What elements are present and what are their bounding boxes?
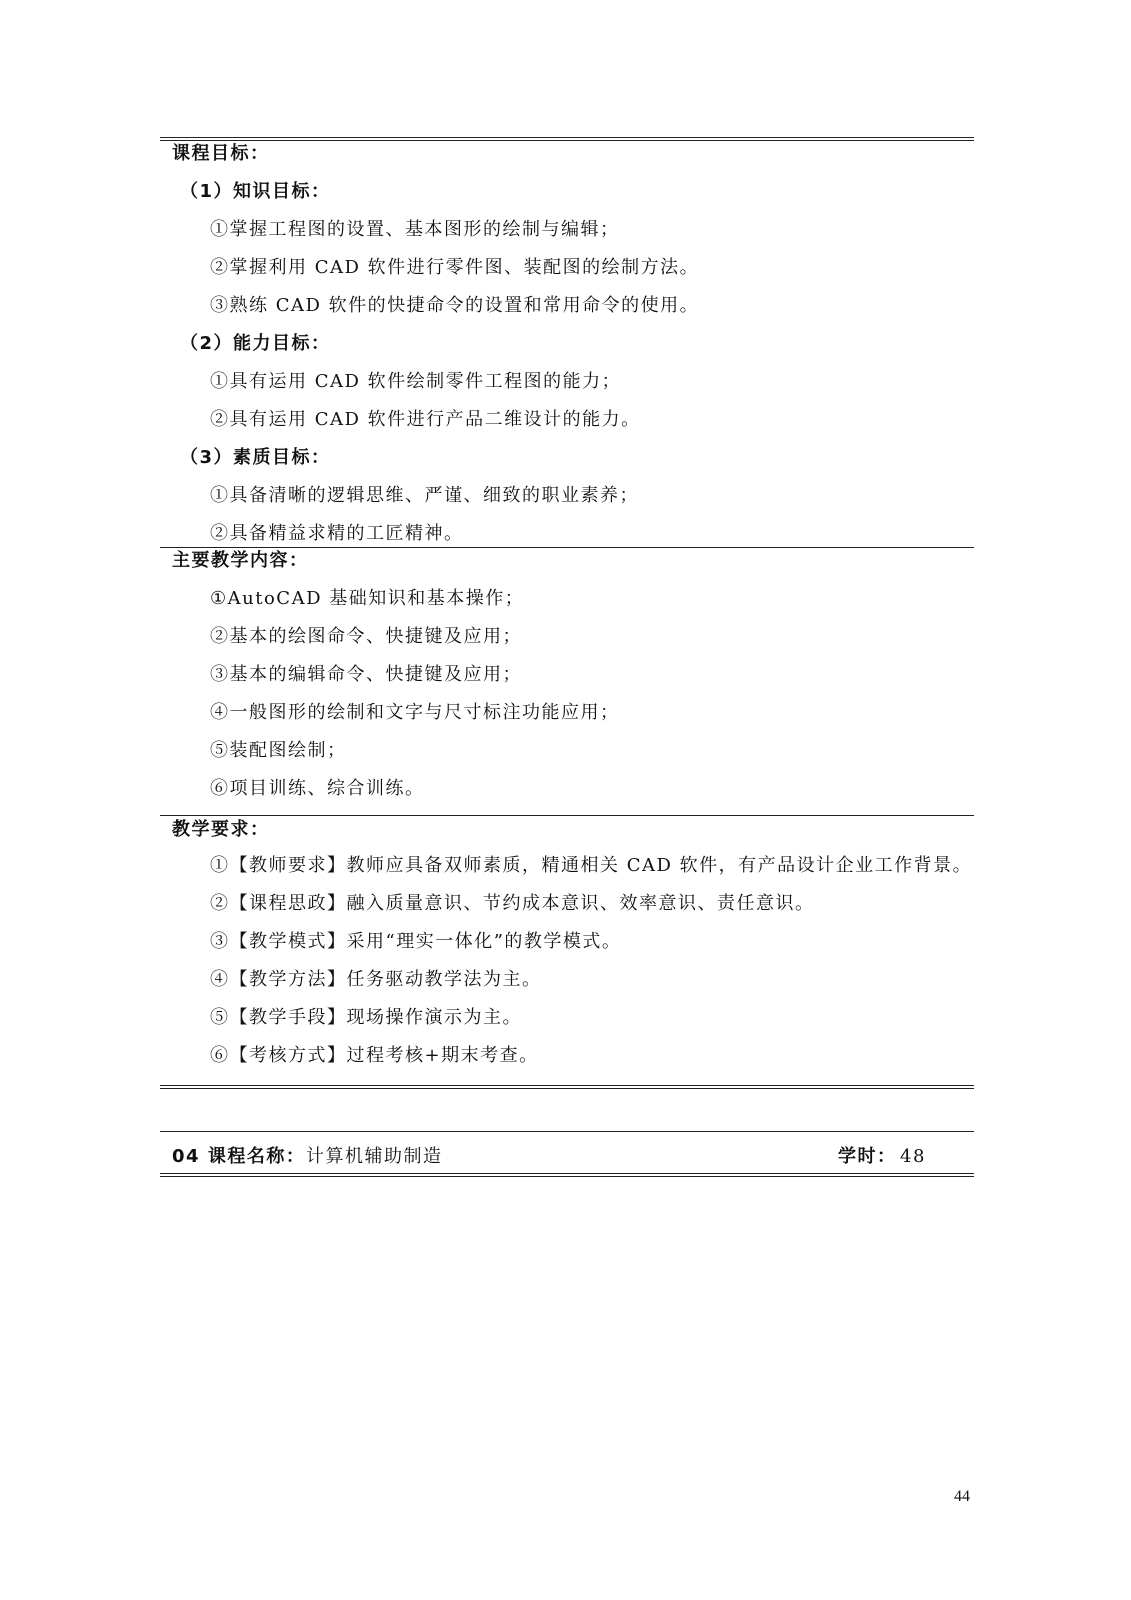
knowledge-item: ②掌握利用 CAD 软件进行零件图、装配图的绘制方法。 bbox=[210, 257, 700, 278]
requirement-item: ⑥【考核方式】过程考核+期末考查。 bbox=[210, 1045, 539, 1066]
knowledge-heading: （1）知识目标： bbox=[180, 181, 331, 202]
goals-heading: 课程目标： bbox=[172, 143, 270, 164]
page-number: 44 bbox=[954, 1488, 970, 1505]
quality-item: ①具备清晰的逻辑思维、严谨、细致的职业素养； bbox=[210, 485, 639, 506]
requirement-item: ④【教学方法】任务驱动教学法为主。 bbox=[210, 969, 542, 990]
course-name-label: 04 课程名称： bbox=[172, 1146, 306, 1167]
content-item: ②基本的绘图命令、快捷键及应用； bbox=[210, 626, 522, 647]
section-divider bbox=[160, 547, 974, 548]
knowledge-item: ①掌握工程图的设置、基本图形的绘制与编辑； bbox=[210, 219, 620, 240]
content-item: ⑤装配图绘制； bbox=[210, 740, 347, 761]
requirement-item: ②【课程思政】融入质量意识、节约成本意识、效率意识、责任意识。 bbox=[210, 893, 815, 914]
course-row-top-rule bbox=[160, 1131, 974, 1132]
content-item: ①AutoCAD 基础知识和基本操作； bbox=[210, 588, 525, 609]
quality-item: ②具备精益求精的工匠精神。 bbox=[210, 523, 464, 544]
ability-item: ②具有运用 CAD 软件进行产品二维设计的能力。 bbox=[210, 409, 641, 430]
course-row-bottom-rule bbox=[160, 1173, 974, 1174]
section-divider bbox=[160, 815, 974, 816]
content-item: ③基本的编辑命令、快捷键及应用； bbox=[210, 664, 522, 685]
content-item: ④一般图形的绘制和文字与尺寸标注功能应用； bbox=[210, 702, 620, 723]
ability-item: ①具有运用 CAD 软件绘制零件工程图的能力； bbox=[210, 371, 622, 392]
content-heading: 主要教学内容： bbox=[172, 550, 309, 571]
requirements-heading: 教学要求： bbox=[172, 819, 270, 840]
requirement-item: ①【教师要求】教师应具备双师素质，精通相关 CAD 软件，有产品设计企业工作背景。 bbox=[210, 855, 973, 876]
requirement-item: ③【教学模式】采用“理实一体化”的教学模式。 bbox=[210, 931, 622, 952]
content-item: ⑥项目训练、综合训练。 bbox=[210, 778, 425, 799]
ability-heading: （2）能力目标： bbox=[180, 333, 331, 354]
top-rule bbox=[160, 137, 974, 138]
knowledge-item: ③熟练 CAD 软件的快捷命令的设置和常用命令的使用。 bbox=[210, 295, 700, 316]
requirement-item: ⑤【教学手段】现场操作演示为主。 bbox=[210, 1007, 522, 1028]
course-hours-label: 学时： bbox=[838, 1146, 897, 1167]
course-hours: 48 bbox=[900, 1146, 926, 1167]
quality-heading: （3）素质目标： bbox=[180, 447, 331, 468]
course-name: 计算机辅助制造 bbox=[306, 1146, 443, 1167]
table-bottom-rule bbox=[160, 1085, 974, 1086]
